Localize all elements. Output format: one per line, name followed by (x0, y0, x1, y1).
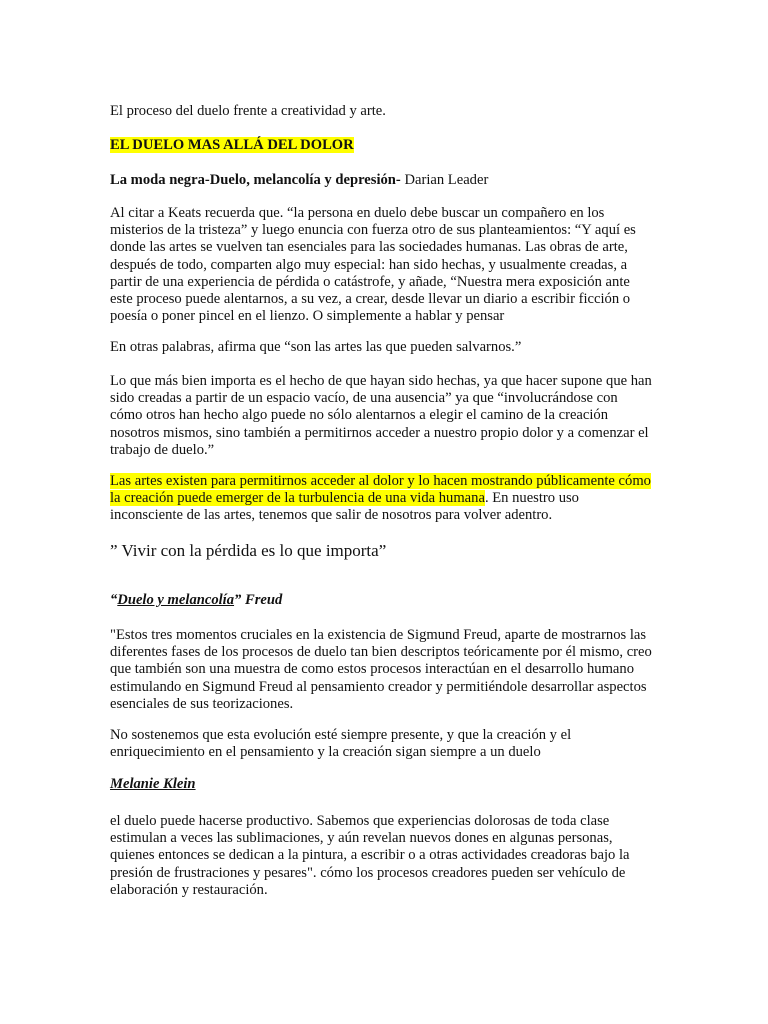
paragraph-klein: el duelo puede hacerse productivo. Sabemos que experiencias dolorosas de toda clase estimulan a veces las sublimaciones, y aún revelan nuevos dones en algunas personas, quienes entonces se dedican a la pintura, a escribir o a otras actividades creadoras bajo la presión de frustraciones y pesares". cómo los procesos creadores pueden ser vehículo de elaboración y restauración. (110, 813, 630, 898)
freud-author: Freud (241, 592, 283, 608)
intro-line: El proceso del duelo frente a creatividad y arte. (110, 103, 386, 119)
book-reference (110, 172, 652, 189)
freud-open-quote: “ (110, 592, 118, 608)
paragraph-keats: Al citar a Keats recuerda que. “la persona en duelo debe buscar un compañero en los misterios de la tristeza” y luego enuncia con fuerza otro de sus planteamientos: “Y aquí es donde las artes se vuelven tan esenciales para las sociedades humanas. Las obras de arte, después de todo, comparten algo muy especial: han sido hechas, y usualmente creadas, a partir de una experiencia de pérdida o catástrofe, y añade, “Nuestra mera exposición ante este proceso puede alentarnos, a su vez, a crear, desde llevar un diario a escribir ficción o poesía o poner pincel en el lienzo. O simplemente a hablar y pensar (110, 205, 636, 325)
klein-heading: Melanie Klein (110, 776, 196, 792)
book-title: La moda negra-Duelo, melancolía y depresión- (110, 172, 401, 188)
paragraph-artes-existen (110, 473, 652, 525)
freud-close-quote: ” (234, 592, 242, 608)
book-author: Darian Leader (400, 172, 489, 188)
paragraph-artes-salvarnos: En otras palabras, afirma que “son las artes las que pueden salvarnos.” (110, 339, 522, 355)
freud-work-title: Duelo y melancolía (117, 592, 235, 608)
highlighted-sentence: Las artes existen para permitirnos acceder al dolor y lo hacen mostrando públicamente cómo la creación puede emerger de la turbulencia de una vida humana (110, 473, 651, 507)
freud-heading (110, 592, 652, 609)
main-heading (110, 137, 652, 154)
paragraph-freud: "Estos tres momentos cruciales en la existencia de Sigmund Freud, aparte de mostrarnos las diferentes fases de los procesos de duelo tan bien descriptos teóricamente por él mismo, creo que también son una muestra de como estos procesos interactúan en el desarrollo humano estimulando en Sigmund Freud al pensamiento creador y permitiéndole desarrollar aspectos esenciales de sus teorizaciones. (110, 627, 652, 712)
paragraph-artes-existen-rest: . En nuestro uso inconsciente de las artes, tenemos que salir de nosotros para volver adentro. (110, 490, 579, 524)
paragraph-evolucion: No sostenemos que esta evolución esté siempre presente, y que la creación y el enriquecimiento en el pensamiento y la creación sigan siempre a un duelo (110, 727, 572, 761)
main-heading-text: EL DUELO MAS ALLÁ DEL DOLOR (110, 137, 354, 153)
paragraph-importa: Lo que más bien importa es el hecho de que hayan sido hechas, ya que hacer supone que han sido creadas a partir de un espacio vacío, de una ausencia” ya que “involucrándose con cómo otros han hecho algo puede no sólo alentarnos a elegir el camino de la creación nosotros mismos, sino también a permitirnos acceder a nuestro propio dolor y a comenzar el trabajo de duelo.” (110, 373, 652, 458)
quote-heading: ” Vivir con la pérdida es lo que importa” (110, 541, 387, 560)
